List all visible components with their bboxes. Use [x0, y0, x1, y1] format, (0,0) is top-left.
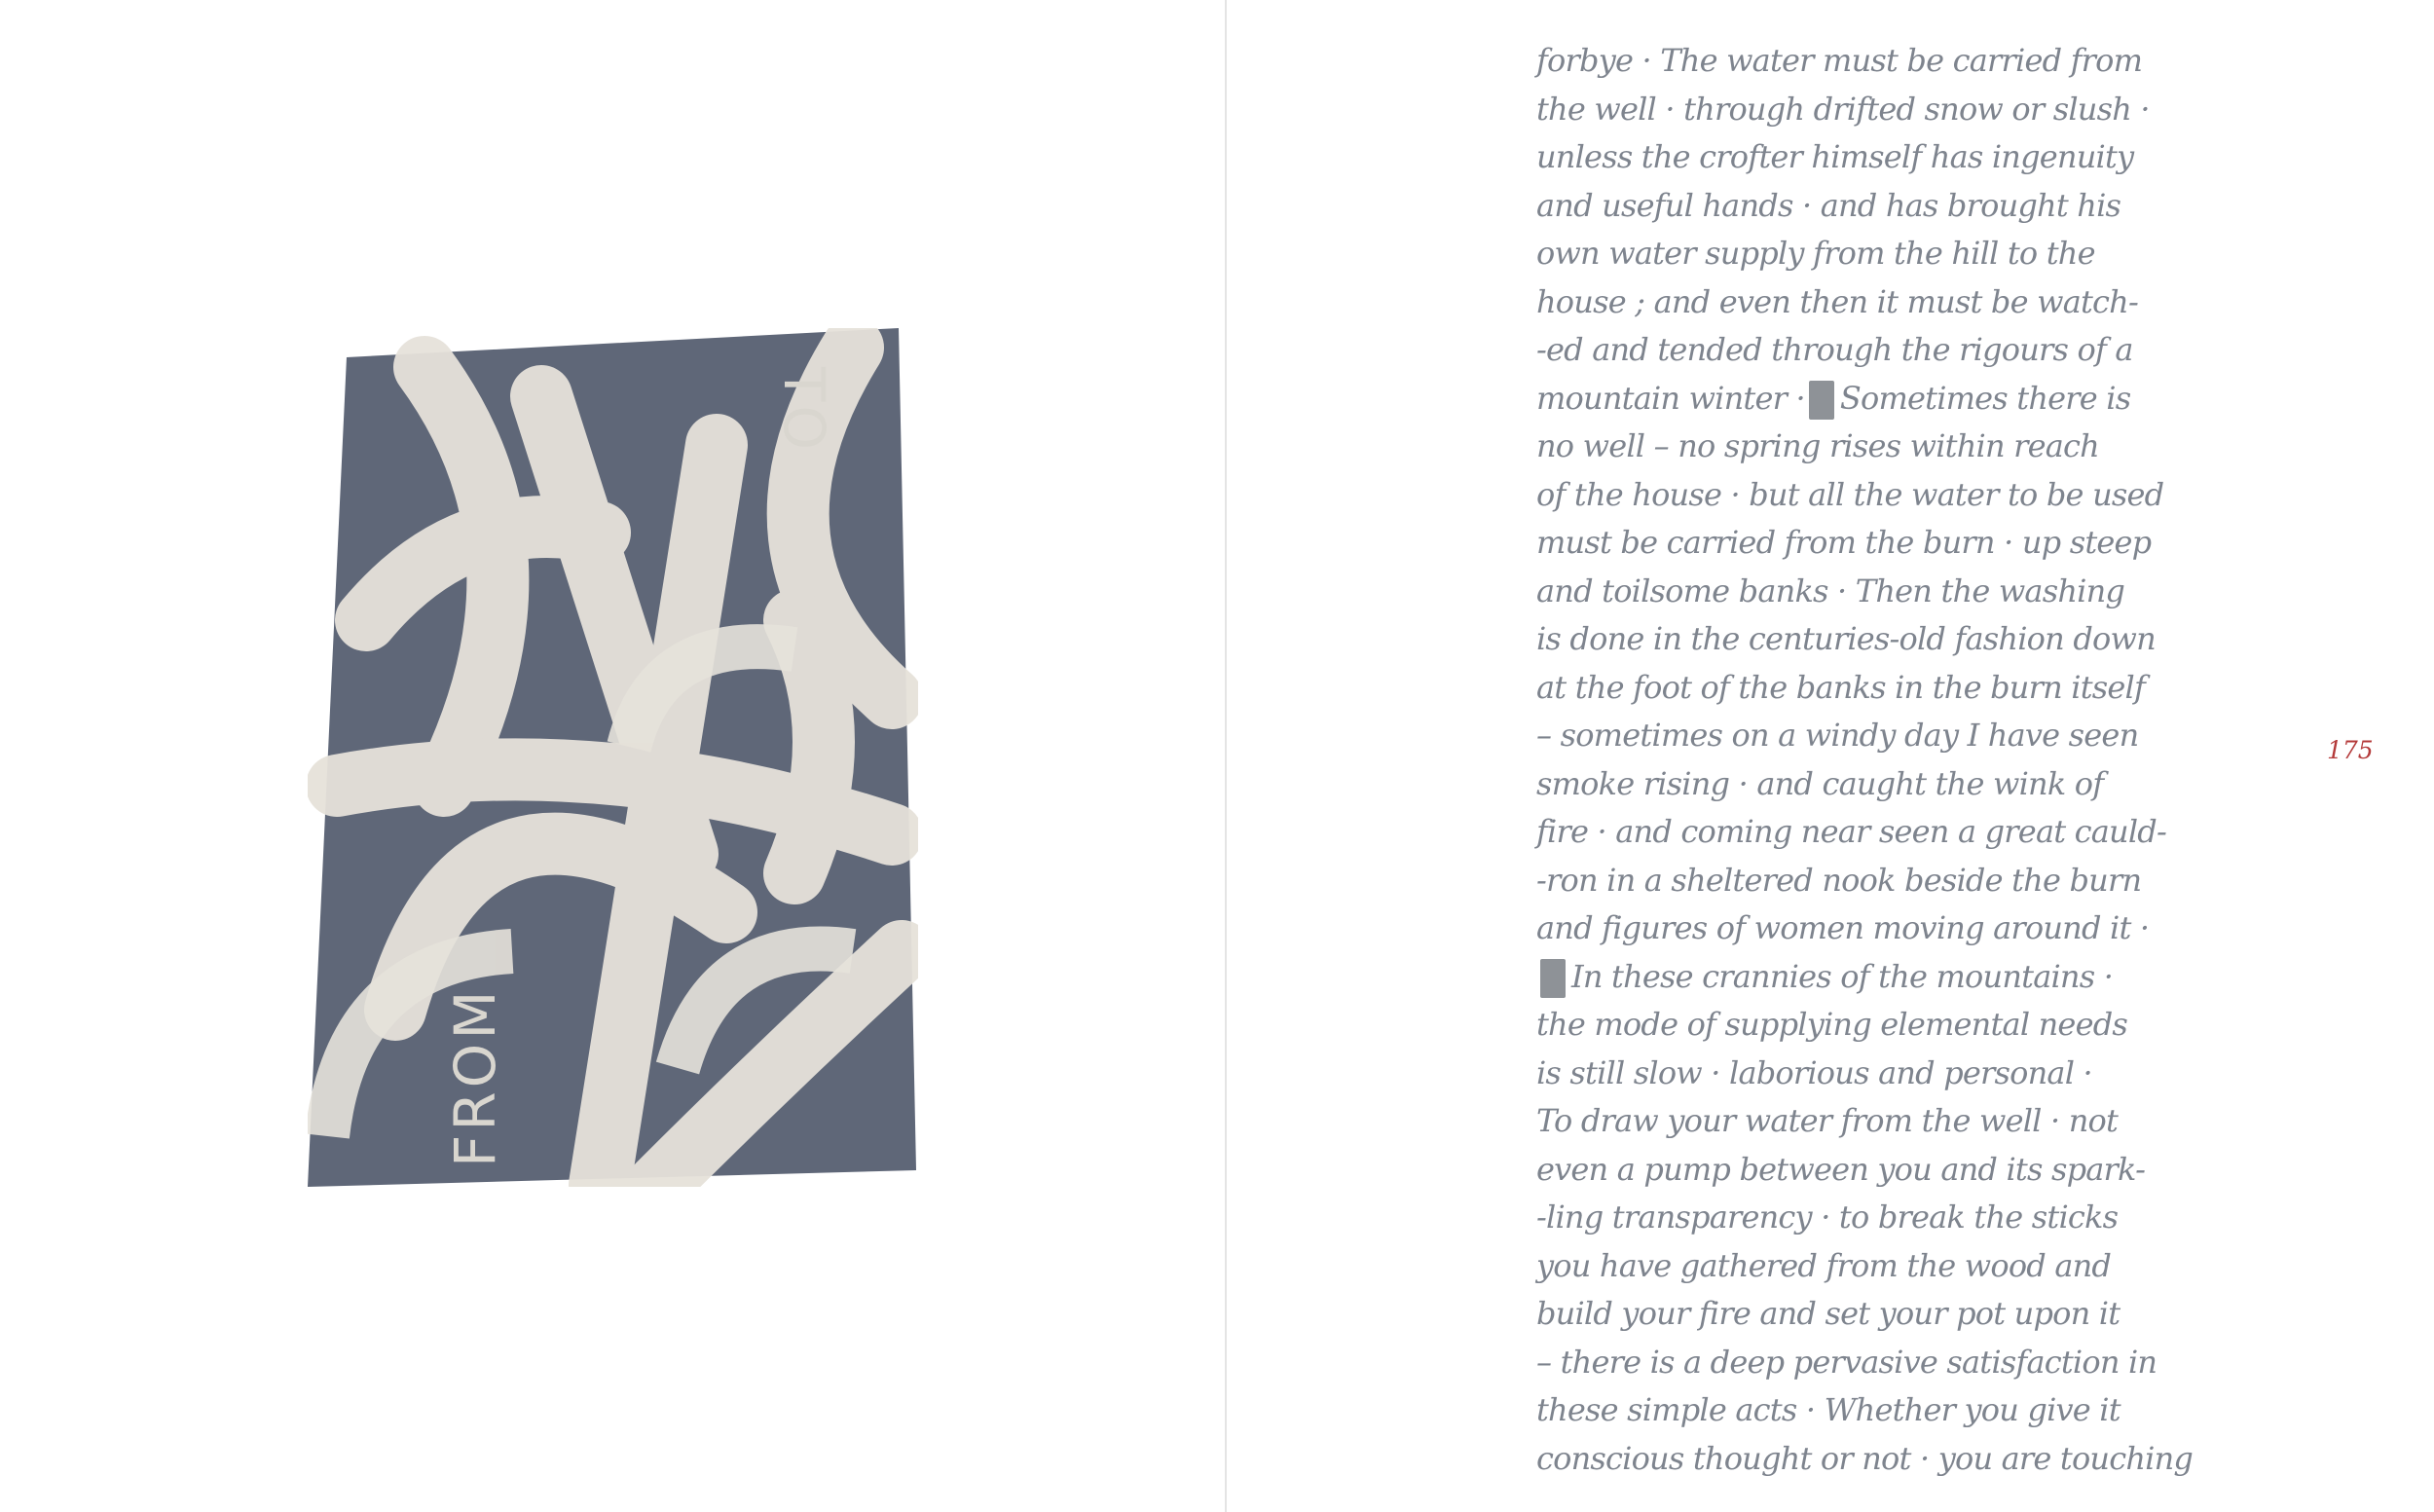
text-line: -ling transparency · to break the sticks [1536, 1199, 2119, 1235]
text-line-tail: In these crannies of the mountains · [1571, 957, 2114, 995]
text-line: To draw your water from the well · not [1536, 1102, 2119, 1139]
text-line: must be carried from the burn · up steep [1536, 524, 2152, 561]
text-line: forbye · The water must be carried from [1536, 42, 2143, 79]
text-line: is done in the centuries-old fashion down [1536, 620, 2156, 657]
paragraph-marker [1540, 959, 1566, 998]
text-line: and useful hands · and has brought his [1536, 186, 2121, 224]
text-line: the well · through drifted snow or slush · [1536, 90, 2150, 128]
relief-print-artwork [308, 328, 918, 1187]
text-line: build your fire and set your pot upon it [1536, 1295, 2121, 1332]
text-line: and toilsome banks · Then the washing [1536, 572, 2125, 609]
text-line: own water supply from the hill to the [1536, 235, 2095, 272]
text-line: -ron in a sheltered nook beside the burn [1536, 861, 2142, 899]
text-line: of the house · but all the water to be used [1536, 475, 2164, 513]
print-word-from: FROM [442, 986, 508, 1167]
text-line: these simple acts · Whether you give it [1536, 1391, 2121, 1428]
text-line: – sometimes on a windy day I have seen [1536, 717, 2139, 754]
text-line: -ed and tended through the rigours of a [1536, 331, 2133, 368]
text-line: conscious thought or not · you are touching [1536, 1439, 2194, 1477]
text-line: you have gathered from the wood and [1536, 1246, 2112, 1284]
print-word-to: TO [771, 367, 837, 455]
text-line: at the foot of the banks in the burn itself [1536, 668, 2146, 706]
relief-print-svg [308, 328, 918, 1187]
text-line: the mode of supplying elemental needs [1536, 1006, 2128, 1043]
text-line-with-marker [1536, 375, 2179, 424]
text-line: and figures of women moving around it · [1536, 909, 2150, 946]
text-line: – there is a deep pervasive satisfaction in [1536, 1343, 2157, 1381]
page-number: 175 [2327, 736, 2374, 764]
text-line-head: mountain winter · [1536, 379, 1805, 417]
text-line: smoke rising · and caught the wink of [1536, 764, 2104, 802]
text-line: unless the crofter himself has ingenuity [1536, 138, 2134, 175]
calligraphy-text-block [1536, 37, 2194, 1483]
text-line: no well – no spring rises within reach [1536, 427, 2099, 464]
paragraph-marker [1809, 381, 1834, 420]
text-line: even a pump between you and its spark- [1536, 1150, 2146, 1188]
text-line: is still slow · laborious and personal · [1536, 1053, 2092, 1091]
text-line: fire · and coming near seen a great cauld- [1536, 813, 2166, 850]
text-line-with-marker [1536, 953, 2179, 1002]
text-line: house ; and even then it must be watch- [1536, 282, 2138, 320]
text-line-tail: Sometimes there is [1839, 379, 2131, 417]
